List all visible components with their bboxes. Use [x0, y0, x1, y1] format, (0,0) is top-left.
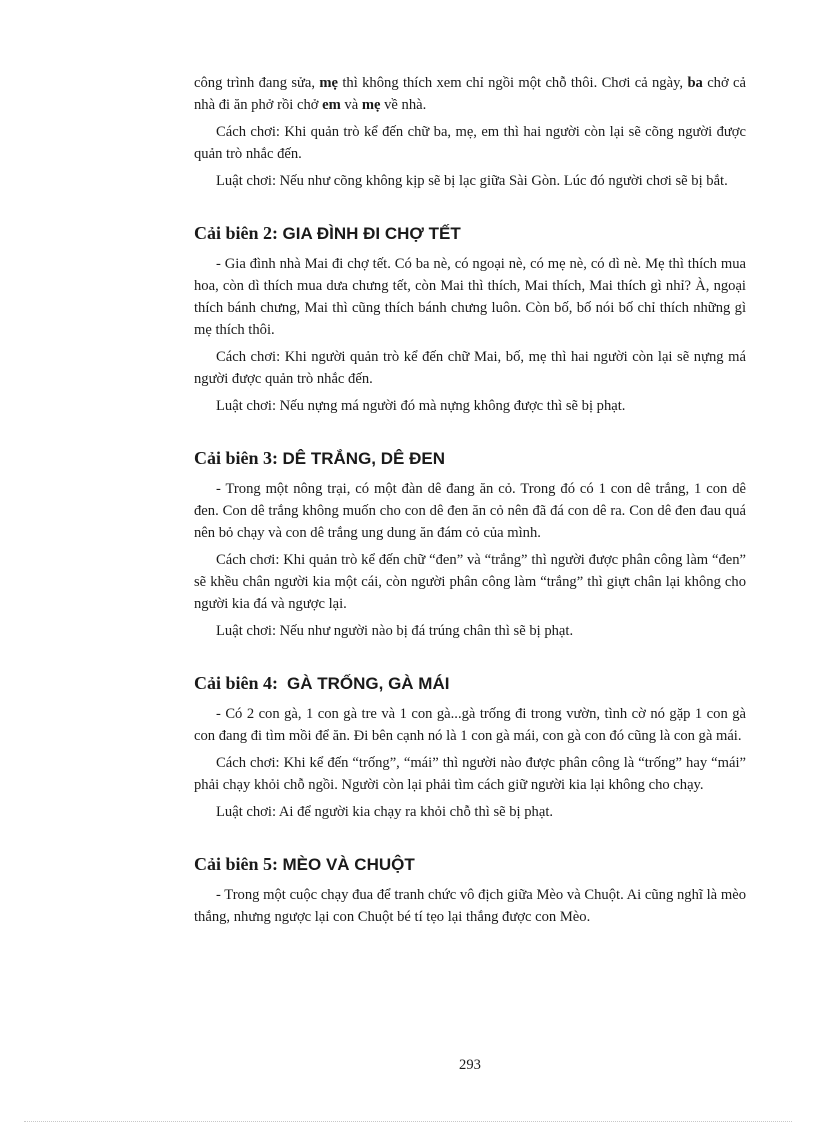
page-content — [194, 72, 746, 933]
section-luat-choi: Luật chơi: Nếu nựng má người đó mà nựng không được thì sẽ bị phạt. — [216, 398, 626, 414]
section-story: - Gia đình nhà Mai đi chợ tết. Có ba nè, có ngoại nè, có mẹ nè, có dì nè. Mẹ thì thích mua hoa, còn dì thích mua dưa chưng tết, còn Mai thì thích, Mai thích, Mai thích gì nhỉ? À, ngoại thích bánh chưng, Mai thì cũng thích bánh chưng luôn. Còn bố, bố nói bố chỉ thích những gì mẹ thích thôi. — [194, 256, 746, 338]
bold-word: mẹ — [361, 97, 381, 113]
text-run: chở cả nhà đi ăn phở rồi chở — [194, 75, 746, 113]
section-luat-choi: Luật chơi: Ai để người kia chạy ra khỏi chỗ thì sẽ bị phạt. — [216, 804, 554, 820]
section-cach-choi: Cách chơi: Khi kể đến “trống”, “mái” thì người nào được phân công là “trống” hay “mái” phải chạy khỏi chỗ ngồi. Người còn lại phải tìm cách giữ người kia lại không cho chạy. — [194, 755, 746, 793]
bold-word: ba — [687, 75, 703, 91]
section-title: MÈO VÀ CHUỘT — [282, 855, 415, 874]
bottom-divider — [24, 1121, 792, 1122]
intro-paragraph — [194, 72, 746, 116]
section-title: DÊ TRẮNG, DÊ ĐEN — [282, 449, 445, 468]
intro-luat-choi: Luật chơi: Nếu như cõng không kịp sẽ bị lạc giữa Sài Gòn. Lúc đó người chơi sẽ bị bắt. — [216, 173, 728, 189]
bold-word: mẹ — [319, 75, 339, 91]
page-number: 293 — [459, 1057, 481, 1073]
section-luat-choi: Luật chơi: Nếu như người nào bị đá trúng chân thì sẽ bị phạt. — [216, 623, 574, 639]
section-prefix: Cải biên 3: — [194, 448, 283, 468]
bold-word: em — [322, 97, 341, 113]
section-story: - Có 2 con gà, 1 con gà tre và 1 con gà...gà trống đi trong vườn, tình cờ nó gặp 1 con gà con đang đi tìm mồi để ăn. Đi bên cạnh nó là 1 con gà mái, con gà con đó cũng là con gà mái. — [194, 706, 746, 744]
section-heading — [194, 851, 746, 878]
section-heading — [194, 670, 746, 697]
section-story: - Trong một nông trại, có một đàn dê đang ăn cỏ. Trong đó có 1 con dê trắng, 1 con dê đen. Con dê trắng không muốn cho con dê đen ăn cỏ nên đã đá con dê ra. Con dê đen đau quá nên bỏ chạy và con dê trắng ung dung ăn đám cỏ của mình. — [194, 481, 746, 541]
section-prefix: Cải biên 2: — [194, 223, 283, 243]
section-cach-choi: Cách chơi: Khi người quản trò kể đến chữ Mai, bố, mẹ thì hai người còn lại sẽ nựng má người được quản trò nhắc đến. — [194, 349, 746, 387]
intro-cach-choi: Cách chơi: Khi quản trò kể đến chữ ba, mẹ, em thì hai người còn lại sẽ cõng người được quản trò nhắc đến. — [194, 124, 746, 162]
section-prefix: Cải biên 5: — [194, 854, 283, 874]
section-title: GÀ TRỐNG, GÀ MÁI — [287, 674, 450, 693]
section-story: - Trong một cuộc chạy đua để tranh chức vô địch giữa Mèo và Chuột. Ai cũng nghĩ là mèo thắng, nhưng ngược lại con Chuột bé tí tẹo lại thắng được con Mèo. — [194, 887, 746, 925]
section-cach-choi: Cách chơi: Khi quản trò kể đến chữ “đen” và “trắng” thì người được phân công làm “đen” sẽ khều chân người kia một cái, còn người phân công làm “trắng” thì giựt chân lại không cho người kia đá và ngược lại. — [194, 552, 746, 612]
text-run: thì không thích xem chỉ ngồi một chỗ thôi. Chơi cả ngày, — [338, 75, 688, 91]
section-heading — [194, 445, 746, 472]
section-title: GIA ĐÌNH ĐI CHỢ TẾT — [282, 224, 461, 243]
section-prefix: Cải biên 4: — [194, 673, 288, 693]
text-run: công trình đang sửa, — [194, 75, 320, 91]
section-heading — [194, 220, 746, 247]
text-run: về nhà. — [380, 97, 427, 113]
text-run: và — [340, 97, 362, 113]
